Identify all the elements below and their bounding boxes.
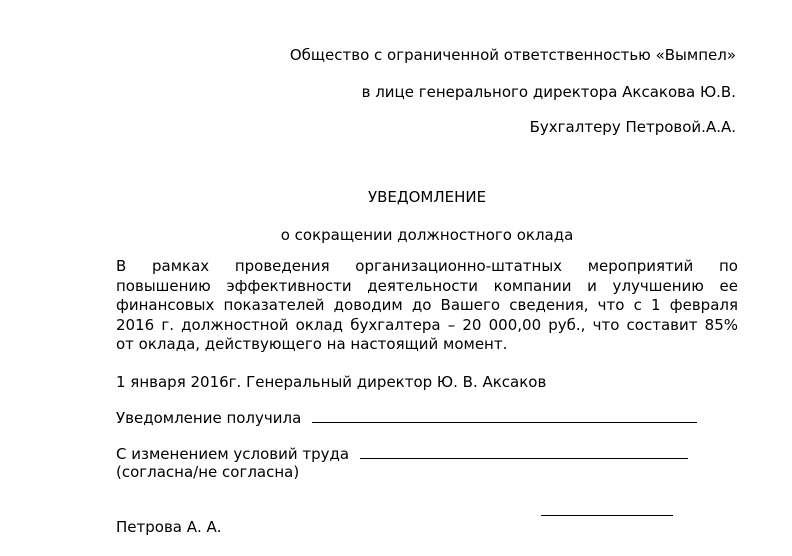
document-subtitle: о сокращении должностного оклада xyxy=(280,226,574,244)
body-line: В рамках проведения организационно-штатных мероприятий по xyxy=(116,257,738,275)
body-line: от оклада, действующего на настоящий момент. xyxy=(116,335,508,353)
body-line: повышению эффективности деятельности компании и улучшению ее xyxy=(116,276,738,295)
conditions-label: С изменением условий труда xyxy=(116,445,350,463)
body-line: финансовых показателей доводим до Вашего сведения, что с 1 февраля xyxy=(116,296,738,314)
received-row xyxy=(116,408,697,427)
notice-body xyxy=(116,257,738,355)
addressee-line: Бухгалтеру Петровой.А.А. xyxy=(529,118,736,136)
received-signature-field[interactable] xyxy=(312,408,697,423)
employee-name: Петрова А. А. xyxy=(116,518,222,536)
body-line: 2016 г. должностной оклад бухгалтера – 20 000,00 руб., что составит 85% xyxy=(116,315,738,334)
consent-note: (согласна/не согласна) xyxy=(116,463,300,481)
received-label: Уведомление получила xyxy=(116,409,302,427)
document-title: УВЕДОМЛЕНИЕ xyxy=(367,188,487,206)
director-line: в лице генерального директора Аксакова Ю.В. xyxy=(361,83,736,101)
date-signature-line: 1 января 2016г. Генеральный директор Ю. В. Аксаков xyxy=(116,373,547,391)
employee-signature-field[interactable] xyxy=(541,501,673,516)
company-name: Общество с ограниченной ответственностью «Вымпел» xyxy=(289,46,736,64)
consent-field[interactable] xyxy=(360,444,688,459)
conditions-row xyxy=(116,444,688,463)
